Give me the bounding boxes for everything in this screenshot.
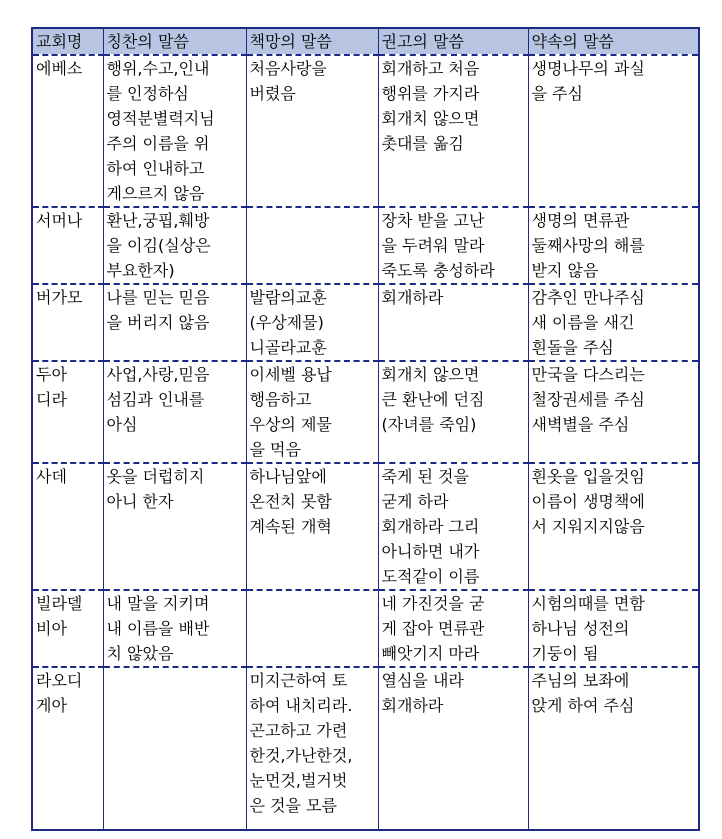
letters-table bbox=[31, 27, 700, 831]
church-name: 서머나 bbox=[32, 207, 103, 284]
exhortation-cell: 장차 받을 고난 을 두려워 말라 죽도록 충성하라 bbox=[378, 207, 528, 284]
header-praise: 칭찬의 말씀 bbox=[103, 28, 246, 55]
praise-cell: 나를 믿는 믿음 을 버리지 않음 bbox=[103, 284, 246, 361]
exhortation-cell: 회개하라 bbox=[378, 284, 528, 361]
exhortation-cell: 죽게 된 것을 굳게 하라 회개하라 그리 아니하면 내가 도적같이 이름 bbox=[378, 463, 528, 590]
promise-cell: 생명나무의 과실 을 주심 bbox=[528, 55, 699, 207]
church-name: 에베소 bbox=[32, 55, 103, 207]
exhortation-cell: 네 가진것을 굳 게 잡아 면류관 빼앗기지 마라 bbox=[378, 590, 528, 667]
promise-cell: 주님의 보좌에 앉게 하여 주심 bbox=[528, 667, 699, 830]
praise-cell: 옷을 더럽히지 아니 한자 bbox=[103, 463, 246, 590]
table-row bbox=[32, 463, 699, 590]
rebuke-cell bbox=[246, 590, 378, 667]
header-promise: 약속의 말씀 bbox=[528, 28, 699, 55]
header-church: 교회명 bbox=[32, 28, 103, 55]
rebuke-cell bbox=[246, 207, 378, 284]
table-row bbox=[32, 590, 699, 667]
promise-cell: 시험의때를 면함 하나님 성전의 기둥이 됨 bbox=[528, 590, 699, 667]
rebuke-cell: 발람의교훈 (우상제물) 니골라교훈 bbox=[246, 284, 378, 361]
rebuke-cell: 미지근하여 토 하여 내치리라. 곤고하고 가련 한것,가난한것, 눈먼것,벌거벗 은 것을 모름 bbox=[246, 667, 378, 830]
promise-cell: 감추인 만나주심 새 이름을 새긴 흰돌을 주심 bbox=[528, 284, 699, 361]
promise-cell: 만국을 다스리는 철장권세를 주심 새벽별을 주심 bbox=[528, 361, 699, 463]
church-name: 버가모 bbox=[32, 284, 103, 361]
praise-cell: 내 말을 지키며 내 이름을 배반 치 않았음 bbox=[103, 590, 246, 667]
exhortation-cell: 회개치 않으면 큰 환난에 던짐 (자녀를 죽임) bbox=[378, 361, 528, 463]
promise-cell: 생명의 면류관 둘째사망의 해를 받지 않음 bbox=[528, 207, 699, 284]
church-name: 라오디 게아 bbox=[32, 667, 103, 830]
table-row bbox=[32, 667, 699, 830]
header-rebuke: 책망의 말씀 bbox=[246, 28, 378, 55]
exhortation-cell: 회개하고 처음 행위를 가지라 회개치 않으면 촛대를 옮김 bbox=[378, 55, 528, 207]
table-row bbox=[32, 207, 699, 284]
header-row bbox=[32, 28, 699, 55]
praise-cell: 행위,수고,인내 를 인정하심 영적분별력지님 주의 이름을 위 하여 인내하고 게으르지 않음 bbox=[103, 55, 246, 207]
church-name: 사데 bbox=[32, 463, 103, 590]
praise-cell bbox=[103, 667, 246, 830]
rebuke-cell: 이세벨 용납 행음하고 우상의 제물 을 먹음 bbox=[246, 361, 378, 463]
exhortation-cell: 열심을 내라 회개하라 bbox=[378, 667, 528, 830]
promise-cell: 흰옷을 입을것임 이름이 생명책에 서 지워지지않음 bbox=[528, 463, 699, 590]
praise-cell: 사업,사랑,믿음 섬김과 인내를 아심 bbox=[103, 361, 246, 463]
header-exhortation: 권고의 말씀 bbox=[378, 28, 528, 55]
table-row bbox=[32, 284, 699, 361]
rebuke-cell: 하나님앞에 온전치 못함 계속된 개혁 bbox=[246, 463, 378, 590]
church-name: 빌라델 비아 bbox=[32, 590, 103, 667]
praise-cell: 환난,궁핍,훼방 을 이김(실상은 부요한자) bbox=[103, 207, 246, 284]
table-row bbox=[32, 55, 699, 207]
church-name: 두아 디라 bbox=[32, 361, 103, 463]
rebuke-cell: 처음사랑을 버렸음 bbox=[246, 55, 378, 207]
table-row bbox=[32, 361, 699, 463]
